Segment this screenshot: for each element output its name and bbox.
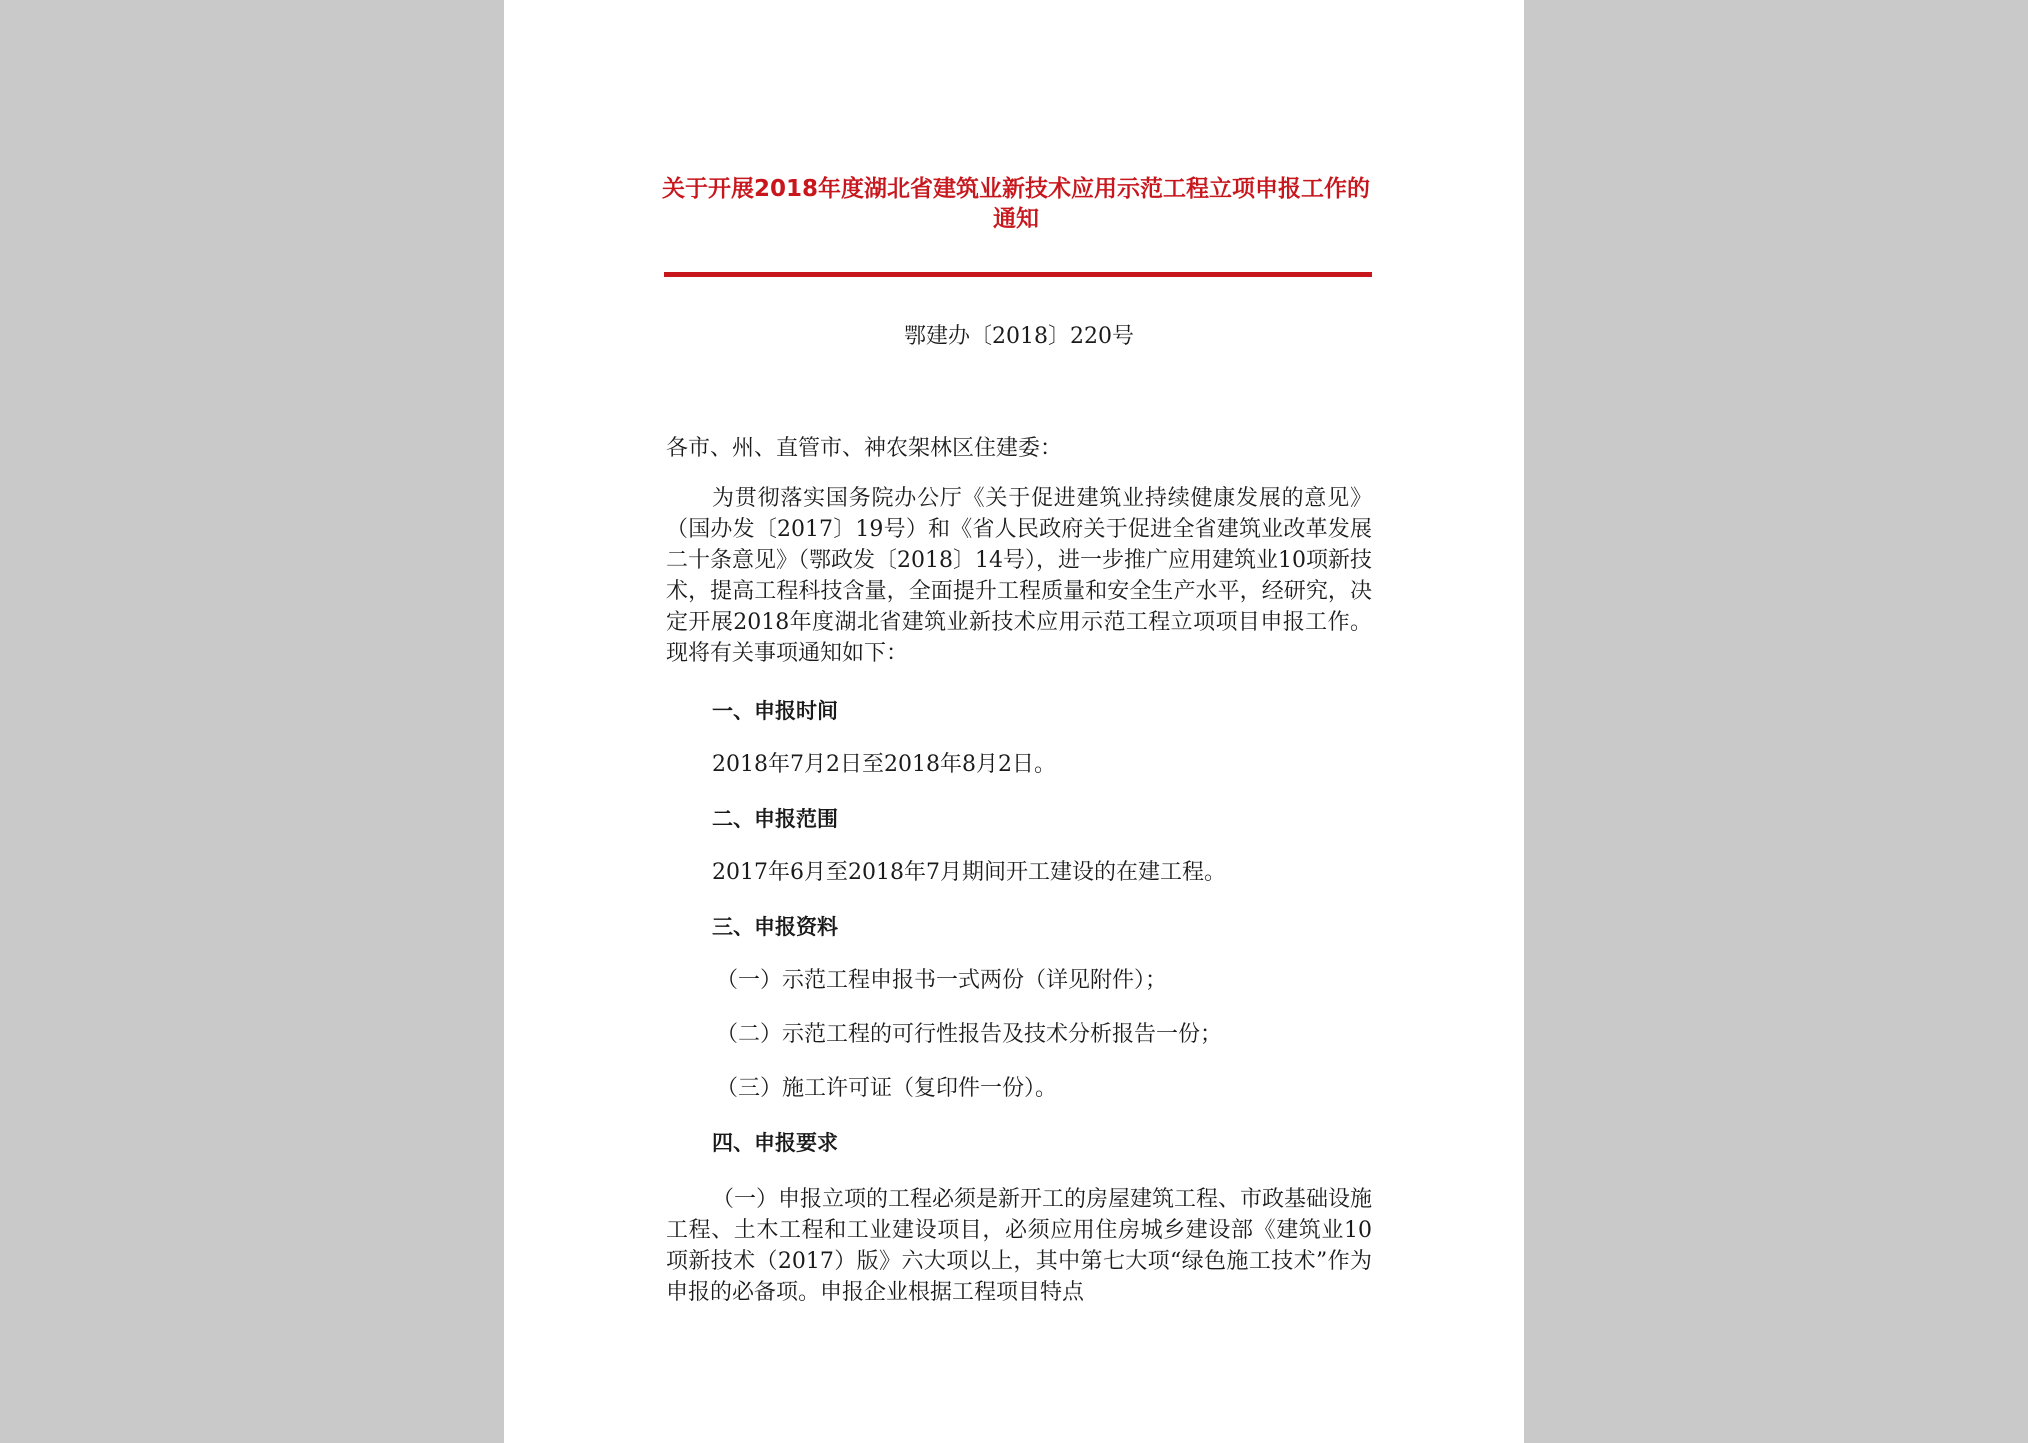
section-heading-requirements: 四、申报要求 xyxy=(712,1131,838,1155)
section-heading-scope: 二、申报范围 xyxy=(712,807,838,831)
document-title: 关于开展2018年度湖北省建筑业新技术应用示范工程立项申报工作的通知 xyxy=(661,176,1370,232)
section-text-time: 2018年7月2日至2018年8月2日。 xyxy=(712,752,1056,777)
document-number: 鄂建办〔2018〕220号 xyxy=(904,324,1134,349)
document-page xyxy=(504,0,1524,1443)
section-heading-time: 一、申报时间 xyxy=(712,699,838,723)
intro-paragraph: 为贯彻落实国务院办公厅《关于促进建筑业持续健康发展的意见》（国办发〔2017〕19号）和《省人民政府关于促进全省建筑业改革发展二十条意见》（鄂政发〔2018〕14号），进一步推广应用建筑业10项新技术，提高工程科技含量，全面提升工程质量和安全生产水平，经研究，决定开展2018年度湖北省建筑业新技术应用示范工程立项项目申报工作。现将有关事项通知如下： xyxy=(666,486,1372,666)
section-text-scope: 2017年6月至2018年7月期间开工建设的在建工程。 xyxy=(712,860,1226,885)
salutation: 各市、州、直管市、神农架林区住建委： xyxy=(666,436,1063,461)
materials-item: （二）示范工程的可行性报告及技术分析报告一份； xyxy=(716,1022,1223,1047)
requirements-paragraph: （一）申报立项的工程必须是新开工的房屋建筑工程、市政基础设施工程、土木工程和工业建设项目，必须应用住房城乡建设部《建筑业10项新技术（2017）版》六大项以上，其中第七大项“绿色施工技术”作为申报的必备项。申报企业根据工程项目特点 xyxy=(666,1187,1373,1305)
section-heading-materials: 三、申报资料 xyxy=(712,915,838,939)
title-divider xyxy=(664,272,1372,277)
materials-item: （一）示范工程申报书一式两份（详见附件）； xyxy=(716,968,1168,993)
materials-item: （三）施工许可证（复印件一份）。 xyxy=(716,1076,1058,1101)
